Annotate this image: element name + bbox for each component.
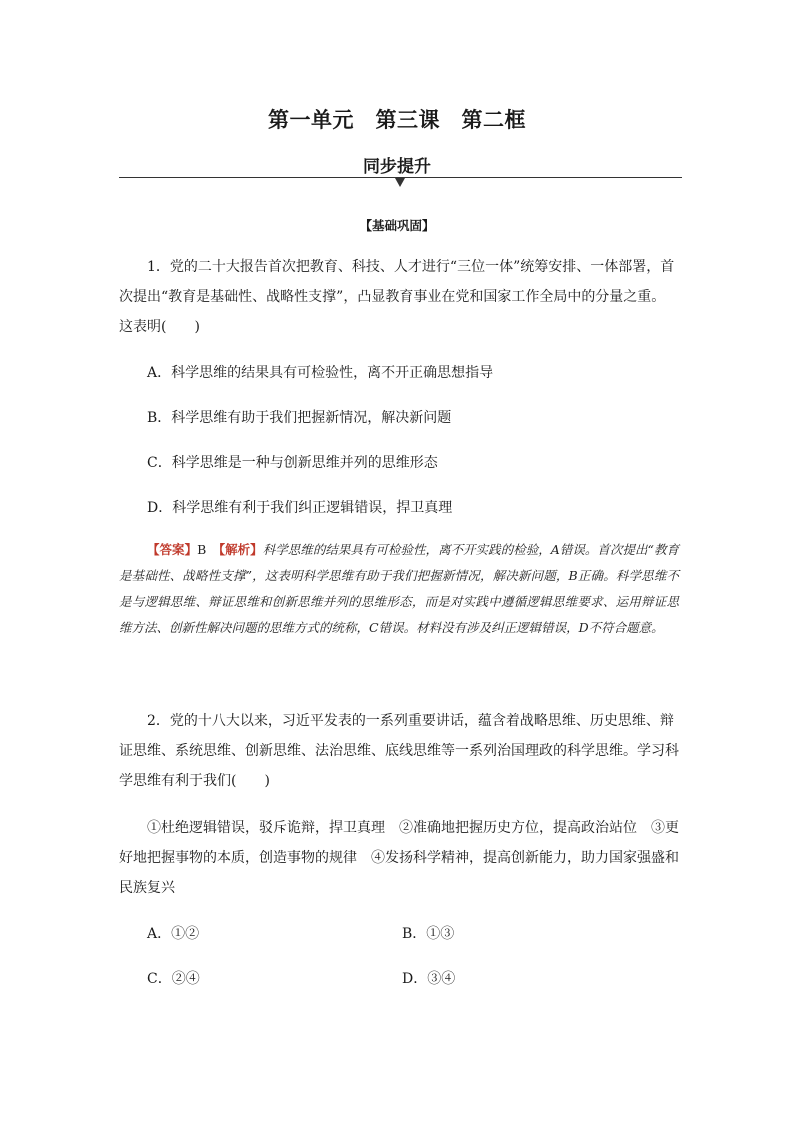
down-triangle-icon bbox=[395, 178, 405, 187]
question-2-option-d: D．③④ bbox=[402, 971, 456, 987]
lesson-title: 第一单元 第三课 第二框 bbox=[268, 108, 526, 132]
analysis-text: 科学思维的结果具有可检验性，离不开实践的检验，A错误。首次提出“教育是基础性、战略性支撑”，这表明科学思维有助于我们把握新情况，解决新问题，B正确。科学思维不是与逻辑思维、辩证思维和创新思维并列的思维形态，而是对实践中遵循逻辑思维要求、运用辩证思维方法、创新性解决问题的思维方式的统称，C错误。材料没有涉及纠正逻辑错误，D不符合题意。 bbox=[119, 542, 679, 635]
answer-letter: B bbox=[197, 542, 207, 557]
question-2-option-b: B．①③ bbox=[402, 926, 455, 942]
question-2-stem: 2．党的十八大以来，习近平发表的一系列重要讲话，蕴含着战略思维、历史思维、辩证思维、系统思维、创新思维、法治思维、底线思维等一系列治国理政的科学思维。学习科学思维有利于我们( ) bbox=[119, 713, 679, 789]
analysis-tag: 【解析】 bbox=[218, 542, 263, 557]
question-1-option-b: B．科学思维有助于我们把握新情况，解决新问题 bbox=[147, 410, 452, 426]
question-1-answer bbox=[119, 537, 679, 641]
sync-heading: 同步提升 bbox=[363, 157, 431, 177]
question-2-statements: ①杜绝逻辑错误，驳斥诡辩，捍卫真理 ②准确地把握历史方位，提高政治站位 ③更好地把握事物的本质，创造事物的规律 ④发扬科学精神，提高创新能力，助力国家强盛和民族复兴 bbox=[119, 820, 679, 896]
question-1-option-c: C．科学思维是一种与创新思维并列的思维形态 bbox=[147, 455, 438, 471]
section-label: 【基础巩固】 bbox=[359, 218, 435, 233]
question-1-option-a: A．科学思维的结果具有可检验性，离不开正确思想指导 bbox=[147, 365, 494, 381]
question-2-option-a: A．①② bbox=[147, 926, 200, 942]
question-2-option-c: C．②④ bbox=[147, 971, 200, 987]
question-1-stem: 1．党的二十大报告首次把教育、科技、人才进行“三位一体”统筹安排、一体部署，首次提出“教育是基础性、战略性支撑”，凸显教育事业在党和国家工作全局中的分量之重。这表明( ) bbox=[119, 259, 675, 335]
question-1-option-d: D．科学思维有利于我们纠正逻辑错误，捍卫真理 bbox=[147, 500, 453, 516]
answer-tag: 【答案】 bbox=[147, 542, 198, 557]
